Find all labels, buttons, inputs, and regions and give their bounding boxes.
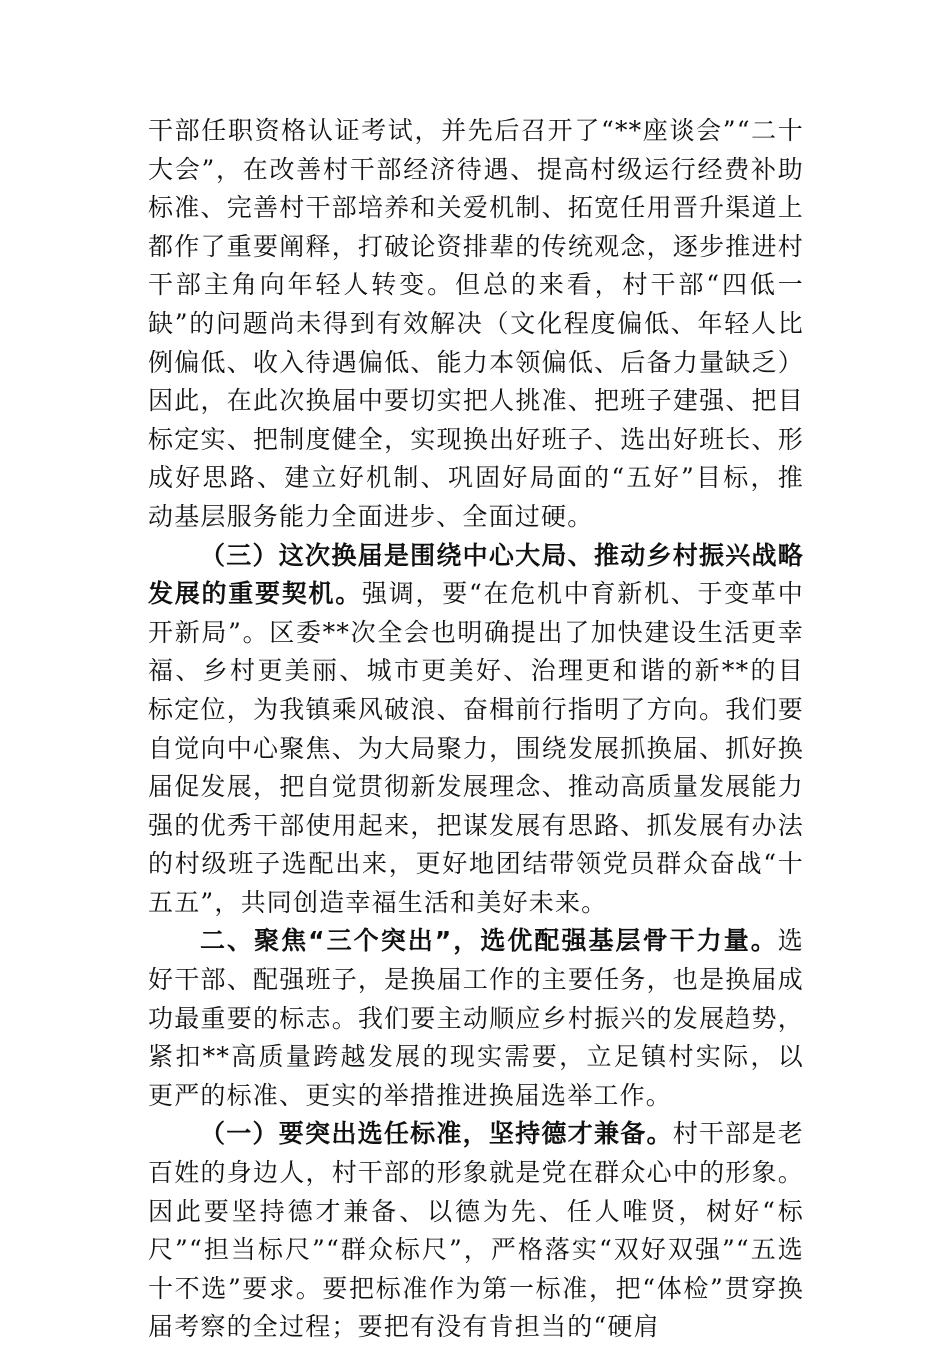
paragraph-text: 村干部是老百姓的身边人，村干部的形象就是党在群众心中的形象。因此要坚持德才兼备、以德为先、任人唯贤，树好“标尺”“担当标尺”“群众标尺”，严格落实“双好双强”“五选十不选”要求。要把标准作为第一标准，把“体检”贯穿换届考察的全过程；要把有没有肯担当的“硬肩	[148, 1119, 804, 1342]
paragraph-continuation	[148, 112, 804, 537]
paragraph-section-one	[148, 1115, 804, 1347]
section-heading: （三）这次换届是围绕中心大局、推动乡村振兴战略发展的重要契机。	[148, 540, 804, 609]
section-heading: （一）要突出选任标准，坚持德才兼备。	[200, 1119, 673, 1149]
paragraph-text: 强调，要“在危机中育新机、于变革中开新局”。区委**次全会也明确提出了加快建设生活更幸福、乡村更美丽、城市更美好、治理更和谐的新**的目标定位，为我镇乘风破浪、奋楫前行指明了方向。我们要自觉向中心聚焦、为大局聚力，围绕发展抓换届、抓好换届促发展，把自觉贯彻新发展理念、推动高质量发展能力强的优秀干部使用起来，把谋发展有思路、抓发展有办法的村级班子选配出来，更好地团结带领党员群众奋战“十五五”，共同创造幸福生活和美好未来。	[148, 579, 804, 917]
part-heading: 二、聚焦“三个突出”，选优配强基层骨干力量。	[200, 926, 778, 956]
paragraph-text: 选好干部、配强班子，是换届工作的主要任务，也是换届成功最重要的标志。我们要主动顺应乡村振兴的发展趋势，紧扣**高质量跨越发展的现实需要，立足镇村实际，以更严的标准、更实的举措推进换届选举工作。	[148, 926, 804, 1110]
paragraph-text: 干部任职资格认证考试，并先后召开了“**座谈会”“二十大会”，在改善村干部经济待遇、提高村级运行经费补助标准、完善村干部培养和关爱机制、拓宽任用晋升渠道上都作了重要阐释，打破论资排辈的传统观念，逐步推进村干部主角向年轻人转变。但总的来看，村干部“四低一缺”的问题尚未得到有效解决（文化程度偏低、年轻人比例偏低、收入待遇偏低、能力本领偏低、后备力量缺乏）因此，在此次换届中要切实把人挑准、把班子建强、把目标定实、把制度健全，实现换出好班子、选出好班长、形成好思路、建立好机制、巩固好局面的“五好”目标，推动基层服务能力全面进步、全面过硬。	[148, 116, 804, 531]
paragraph-part-two	[148, 922, 804, 1115]
document-body	[148, 112, 804, 1347]
paragraph-section-three	[148, 537, 804, 923]
